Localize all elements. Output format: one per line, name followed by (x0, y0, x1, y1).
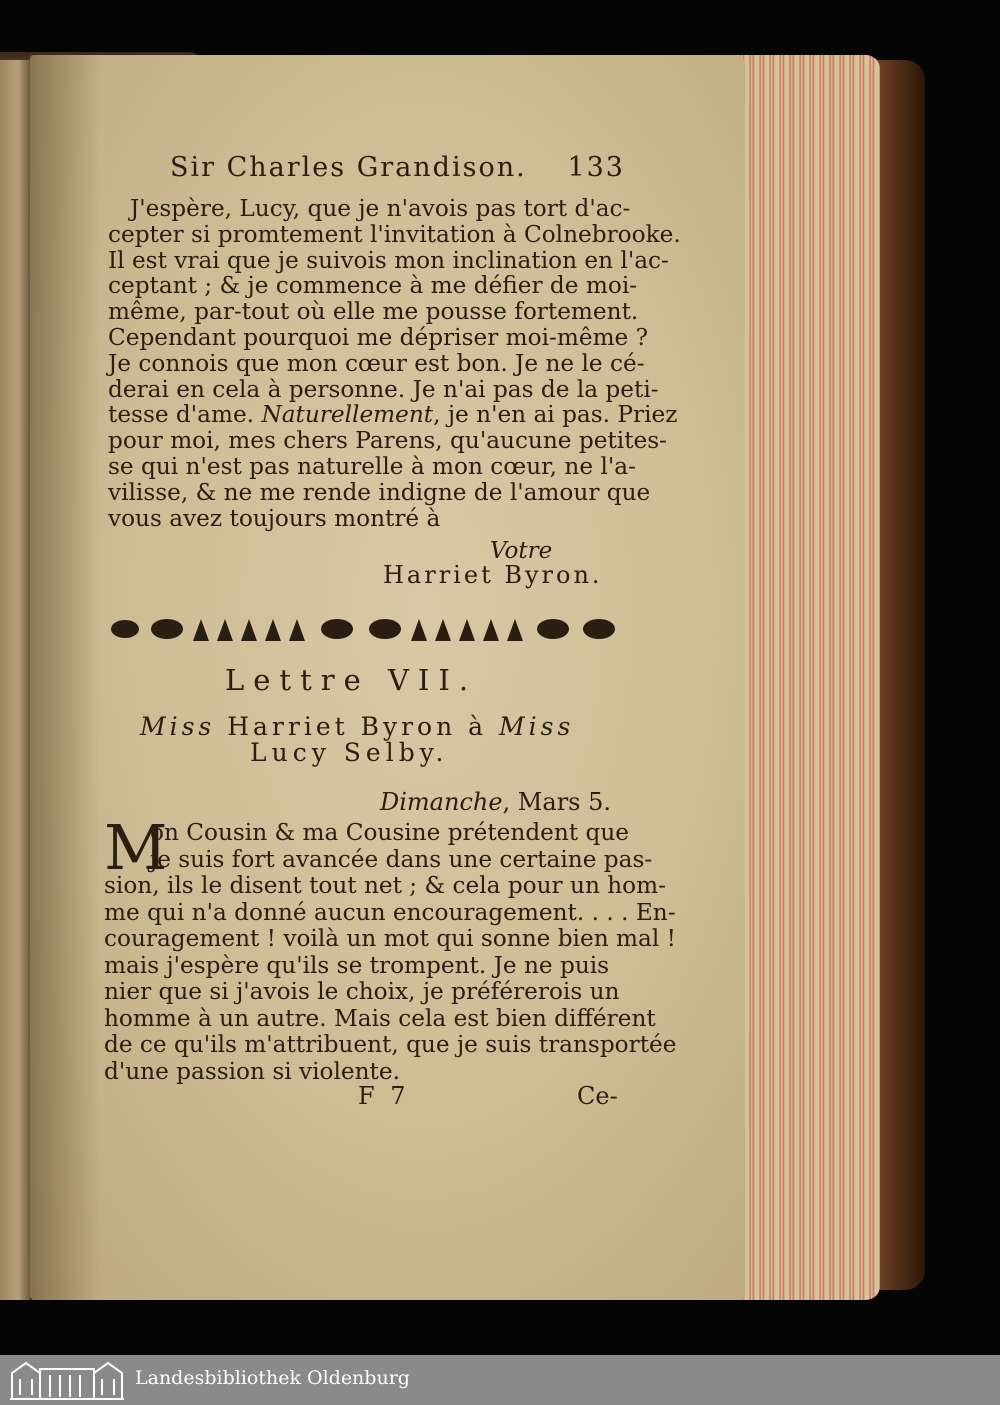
text-line: Je connois que mon cœur est bon. Je ne le cé- (108, 349, 645, 377)
italic-word: Naturellement (261, 401, 434, 429)
text-line: sion, ils le disent tout net ; & cela pour un hom- (104, 872, 666, 899)
text-line: vous avez toujours montré à (108, 504, 441, 532)
text-line: d'une passion si violente. (104, 1057, 400, 1085)
address-line-1 (140, 712, 574, 741)
library-building-icon (8, 1359, 126, 1401)
address-miss: Miss (140, 712, 216, 741)
text-line: J'espère, Lucy, que je n'avois pas tort d'ac- (130, 195, 631, 222)
paragraph-1 (108, 195, 681, 532)
library-name: Landesbibliothek Oldenburg (135, 1367, 410, 1389)
address-to: à (468, 712, 488, 741)
text-line: couragement ! voilà un mot qui sonne bien mal ! (104, 925, 676, 952)
signature-name: Harriet Byron. (383, 561, 603, 589)
date-rest: , Mars 5. (502, 788, 612, 816)
text-line: je suis fort avancée dans une certaine pas- (150, 845, 653, 873)
text-line: Cependant pourquoi me dépriser moi-même ? (108, 323, 649, 351)
text-line: se qui n'est pas naturelle à mon cœur, ne l'a- (108, 452, 636, 480)
signature-votre: Votre (490, 538, 553, 564)
library-footer (0, 1355, 1000, 1405)
catchword: Ce- (577, 1082, 618, 1110)
page-number: 133 (567, 152, 625, 183)
page-edges (735, 55, 880, 1300)
text-line: nier que si j'avois le choix, je préférerois un (104, 978, 620, 1005)
gutter-shadow (30, 55, 100, 1300)
paragraph-2 (104, 819, 677, 1085)
date-day: Dimanche (380, 788, 503, 816)
text-line: ceptant ; & je commence à me défier de moi- (108, 272, 638, 300)
text-line: derai en cela à personne. Je n'ai pas de la peti- (108, 375, 659, 403)
address-line-2: Lucy Selby. (250, 738, 449, 767)
text-line: cepter si promtement l'invitation à Colnebrooke. (108, 220, 681, 248)
address-miss-2: Miss (499, 712, 575, 741)
text-line: de ce qu'ils m'attribuent, que je suis transportée (104, 1031, 677, 1058)
ornamental-border (105, 614, 625, 644)
running-head (170, 152, 625, 183)
text-line: vilisse, & ne me rende indigne de l'amour que (108, 478, 651, 506)
text-line: mais j'espère qu'ils se trompent. Je ne puis (104, 951, 610, 979)
letter-date (380, 788, 611, 816)
text-span: , je n'en ai pas. Priez (433, 401, 678, 429)
text-line: me qui n'a donné aucun encouragement. . . . En- (104, 898, 676, 926)
text-span: tesse d'ame. (108, 401, 262, 429)
text-line: Il est vrai que je suivois mon inclination en l'ac- (108, 246, 669, 274)
running-head-title: Sir Charles Grandison. (170, 152, 527, 183)
letter-heading: Lettre VII. (225, 663, 478, 697)
text-line: homme à un autre. Mais cela est bien différent (104, 1004, 656, 1032)
signature-mark: F 7 (358, 1082, 410, 1110)
address-name: Harriet Byron (227, 712, 457, 741)
text-line: pour moi, mes chers Parens, qu'aucune petites- (108, 427, 667, 455)
text-line: on Cousin & ma Cousine prétendent que (150, 819, 630, 846)
text-line: même, par-tout où elle me pousse fortement. (108, 298, 639, 326)
text-line (108, 401, 678, 429)
drop-cap: M (104, 811, 168, 884)
left-page-edge (0, 60, 30, 1300)
